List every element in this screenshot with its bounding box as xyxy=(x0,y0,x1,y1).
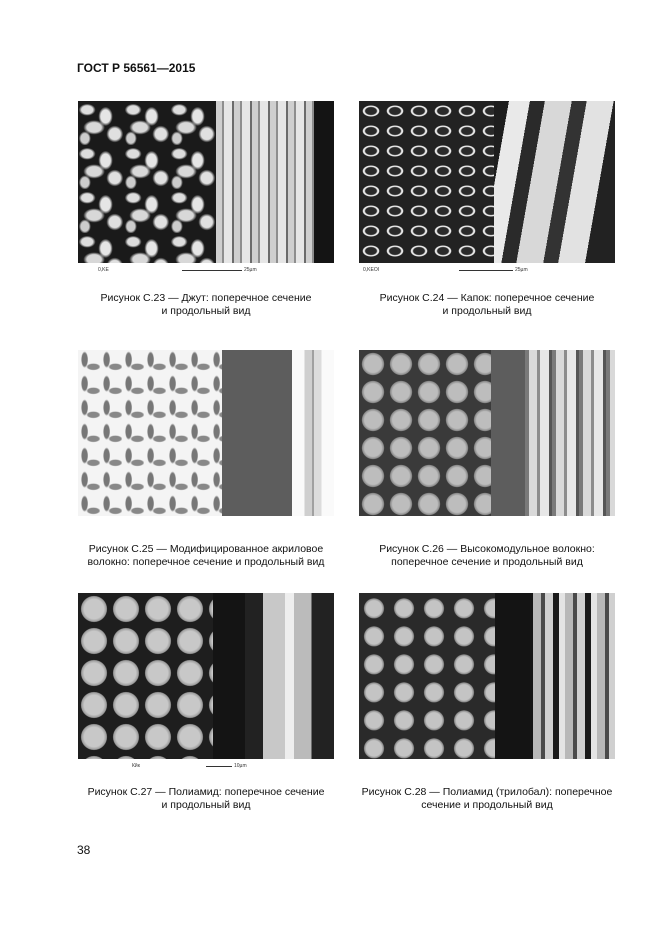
figure-c28 xyxy=(359,593,615,773)
document-header: ГОСТ Р 56561—2015 xyxy=(77,61,196,75)
background-strip xyxy=(314,101,334,263)
figure-c25 xyxy=(78,350,334,528)
scale-line xyxy=(206,766,232,767)
longitudinal-view-image xyxy=(525,350,615,516)
scale-label-right: 10µm xyxy=(234,763,247,769)
caption-line-1: Рисунок С.26 — Высокомодульное волокно: xyxy=(379,543,595,555)
scale-label-left: Кйк xyxy=(132,763,140,769)
figure-c27 xyxy=(78,593,334,773)
caption-line-2: и продольный вид xyxy=(161,305,251,317)
caption-line-1: Рисунок С.27 — Полиамид: поперечное сечение xyxy=(87,786,325,798)
scale-label-right: 25µm xyxy=(515,267,528,273)
scale-label-left: 0,KEOI xyxy=(363,267,380,273)
micrograph-polyamide xyxy=(78,593,334,759)
background-strip xyxy=(213,593,245,759)
caption-line-1: Рисунок С.25 — Модифицированное акриловое xyxy=(88,543,324,555)
caption-line-2: и продольный вид xyxy=(161,799,251,811)
background-strip xyxy=(495,593,533,759)
scale-bar xyxy=(359,263,615,277)
longitudinal-view-image xyxy=(245,593,334,759)
longitudinal-view-image xyxy=(292,350,334,516)
background-strip xyxy=(491,350,525,516)
micrograph-jute xyxy=(78,101,334,263)
micrograph-polyamide-trilobal xyxy=(359,593,615,759)
cross-section-image xyxy=(78,101,216,263)
scale-label-right: 25µm xyxy=(244,267,257,273)
caption-line-1: Рисунок С.23 — Джут: поперечное сечение xyxy=(100,292,312,304)
background-strip xyxy=(222,350,292,516)
caption-line-2: и продольный вид xyxy=(442,305,532,317)
cross-section-image xyxy=(359,593,495,759)
caption-line-1: Рисунок С.28 — Полиамид (трилобал): поперечное xyxy=(361,786,613,798)
caption-c28 xyxy=(347,786,627,812)
longitudinal-view-image xyxy=(216,101,314,263)
caption-line-2: поперечное сечение и продольный вид xyxy=(391,556,583,568)
scale-bar xyxy=(78,759,334,773)
figure-c24 xyxy=(359,101,615,275)
longitudinal-view-image xyxy=(533,593,615,759)
cross-section-image xyxy=(359,101,494,263)
longitudinal-view-image xyxy=(494,101,615,263)
cross-section-image xyxy=(78,350,222,516)
figure-c26 xyxy=(359,350,615,528)
scale-line xyxy=(459,270,513,271)
micrograph-kapok xyxy=(359,101,615,263)
caption-c26 xyxy=(347,543,627,569)
cross-section-image xyxy=(359,350,491,516)
page-number: 38 xyxy=(77,843,91,857)
cross-section-image xyxy=(78,593,213,759)
micrograph-modified-acrylic xyxy=(78,350,334,516)
scale-line xyxy=(182,270,242,271)
caption-line-2: волокно: поперечное сечение и продольный вид xyxy=(87,556,325,568)
caption-c23 xyxy=(66,292,346,318)
caption-c25 xyxy=(66,543,346,569)
caption-c24 xyxy=(347,292,627,318)
caption-line-2: сечение и продольный вид xyxy=(421,799,553,811)
caption-line-1: Рисунок С.24 — Капок: поперечное сечение xyxy=(379,292,595,304)
caption-c27 xyxy=(66,786,346,812)
micrograph-high-modulus-fiber xyxy=(359,350,615,516)
scale-bar xyxy=(78,263,334,277)
scale-label-left: 0,KE xyxy=(98,267,109,273)
figure-c23 xyxy=(78,101,334,277)
